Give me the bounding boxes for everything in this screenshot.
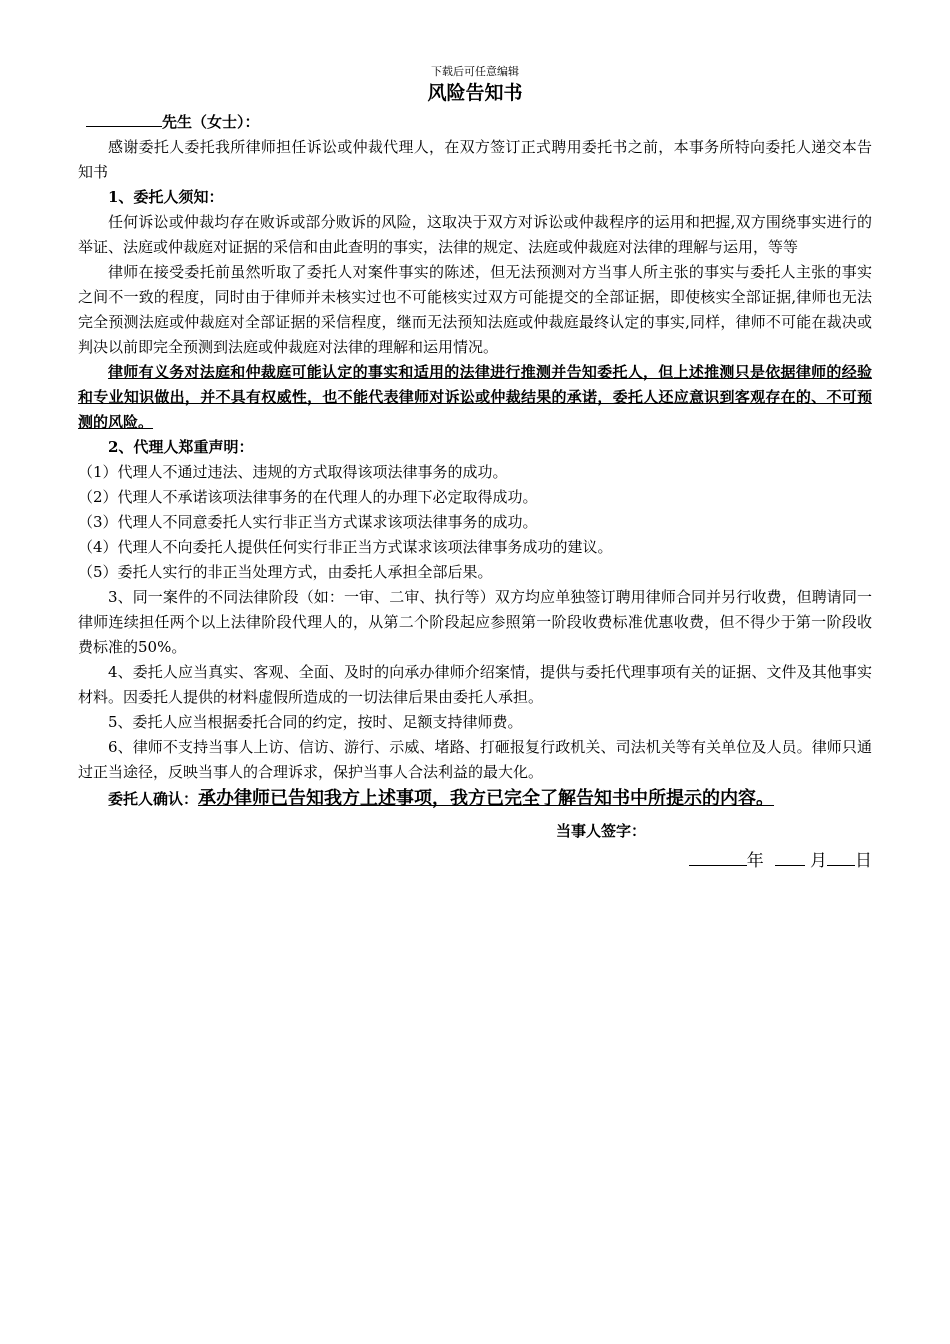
day-blank bbox=[827, 847, 855, 866]
date-row bbox=[78, 844, 872, 878]
section1-heading: 1、委托人须知： bbox=[108, 188, 224, 206]
section1-paragraph-2: 律师在接受委托前虽然听取了委托人对案件事实的陈述，但无法预测对方当事人所主张的事实与委托人主张的事实之间不一致的程度，同时由于律师并未核实过也不可能核实过双方可能提交的全部证据，即使核实全部证据,律师也无法完全预测法庭或仲裁庭对全部证据的采信程度，继而无法预知法庭或仲裁庭最终认定的事实,同样，律师不可能在裁决或判决以前即完全预测到法庭或仲裁庭对法律的理解和运用情况。 bbox=[78, 263, 872, 356]
signature-row bbox=[78, 819, 872, 844]
day-label: 日 bbox=[855, 851, 872, 871]
year-label: 年 bbox=[746, 851, 764, 871]
section1-paragraph-1: 任何诉讼或仲裁均存在败诉或部分败诉的风险，这取决于双方对诉讼或仲裁程序的运用和把握,双方围绕事实进行的举证、法庭或仲裁庭对证据的采信和由此查明的事实，法律的规定、法庭或仲裁庭对法律的理解与运用，等等 bbox=[78, 213, 872, 256]
item-6-paragraph: 6、律师不支持当事人上访、信访、游行、示威、堵路、打砸报复行政机关、司法机关等有关单位及人员。律师只通过正当途径，反映当事人的合理诉求，保护当事人合法利益的最大化。 bbox=[78, 738, 872, 781]
item-3-paragraph: 3、同一案件的不同法律阶段（如：一审、二审、执行等）双方均应单独签订聘用律师合同并另行收费，但聘请同一律师连续担任两个以上法律阶段代理人的，从第二个阶段起应参照第一阶段收费标准优惠收费，但不得少于第一阶段收费标准的50%。 bbox=[78, 588, 872, 656]
section2-item-1: （1）代理人不通过违法、违规的方式取得该项法律事务的成功。 bbox=[78, 463, 508, 481]
header-note: 下载后可任意编辑 bbox=[431, 65, 519, 78]
section2-item-5: （5）委托人实行的非正当处理方式，由委托人承担全部后果。 bbox=[78, 563, 493, 581]
section2-heading: 2、代理人郑重声明： bbox=[108, 438, 254, 456]
month-blank bbox=[775, 847, 805, 866]
item-5-paragraph: 5、委托人应当根据委托合同的约定，按时、足额支持律师费。 bbox=[108, 713, 523, 731]
section2-item-4: （4）代理人不向委托人提供任何实行非正当方式谋求该项法律事务成功的建议。 bbox=[78, 538, 613, 556]
item-4-paragraph: 4、委托人应当真实、客观、全面、及时的向承办律师介绍案情，提供与委托代理事项有关的证据、文件及其他事实材料。因委托人提供的材料虚假所造成的一切法律后果由委托人承担。 bbox=[78, 663, 872, 706]
name-blank bbox=[86, 108, 162, 127]
salutation bbox=[78, 108, 872, 135]
section2-item-3: （3）代理人不同意委托人实行非正当方式谋求该项法律事务的成功。 bbox=[78, 513, 538, 531]
signature-label: 当事人签字： bbox=[555, 822, 646, 840]
confirmation-paragraph bbox=[78, 785, 872, 813]
section2-item-2: （2）代理人不承诺该项法律事务的在代理人的办理下必定取得成功。 bbox=[78, 488, 538, 506]
confirm-text: 承办律师已告知我方上述事项，我方已完全了解告知书中所提示的内容。 bbox=[198, 788, 775, 809]
document-title: 风险告知书 bbox=[427, 82, 523, 104]
document-page bbox=[78, 64, 872, 878]
intro-paragraph: 感谢委托人委托我所律师担任诉讼或仲裁代理人，在双方签订正式聘用委托书之前，本事务所特向委托人递交本告知书 bbox=[78, 138, 872, 181]
section1-paragraph-3: 律师有义务对法庭和仲裁庭可能认定的事实和适用的法律进行推测并告知委托人，但上述推测只是依据律师的经验和专业知识做出，并不具有权威性，也不能代表律师对诉讼或仲裁结果的承诺，委托人还应意识到客观存在的、不可预测的风险。 bbox=[78, 363, 872, 431]
year-blank bbox=[689, 847, 747, 866]
confirm-label: 委托人确认： bbox=[108, 790, 199, 808]
month-label: 月 bbox=[810, 851, 827, 871]
salutation-text: 先生（女士）： bbox=[162, 113, 260, 131]
